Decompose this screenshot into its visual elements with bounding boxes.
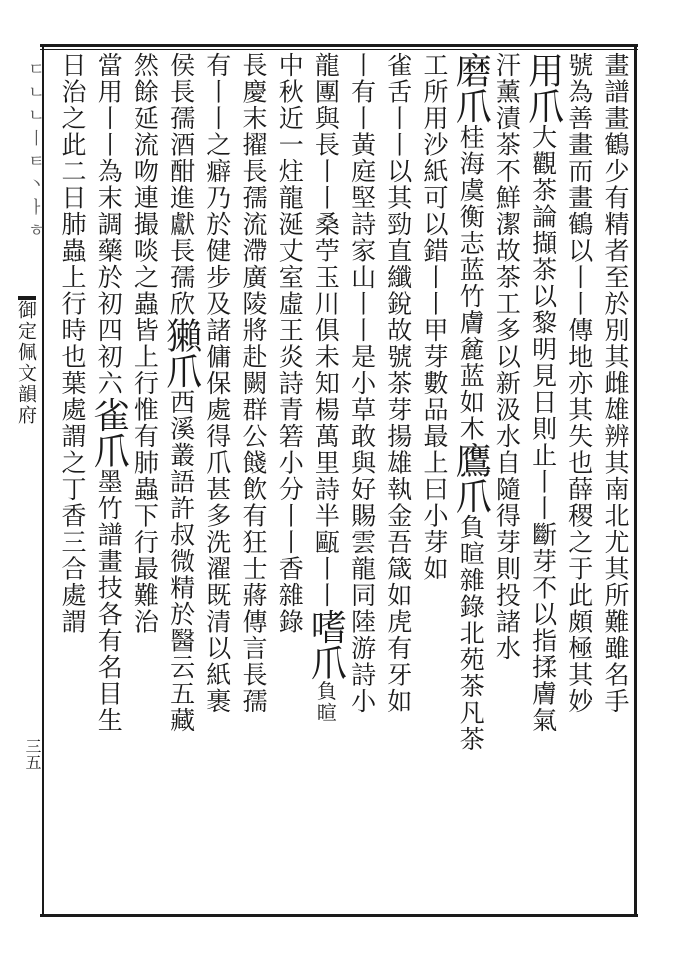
- text-run: 雀舌丨丨以其勁直纖銳故號茶芽揚雄執金吾箴如虎有牙如: [383, 52, 413, 715]
- text-column: [415, 52, 453, 912]
- text-column: [305, 52, 347, 912]
- text-column: [487, 52, 525, 912]
- text-column: [198, 52, 236, 912]
- top-inner-border: [40, 49, 638, 50]
- text-run: 負暄雜錄北苑茶凡茶: [456, 514, 486, 753]
- text-column: [234, 52, 272, 912]
- text-run: 中秋近一炷龍涎丈室虛王炎詩青箬小分丨丨香: [275, 52, 305, 582]
- text-column: [450, 52, 492, 912]
- text-run: 丨有丨黃庭堅詩家山丨丨是小草敢與好賜雲龍同陸游詩小: [347, 52, 377, 715]
- text-run: 汗薰漬茶不鮮潔故茶工多以新汲水自隨得芽則投諸水: [492, 52, 522, 662]
- text-column: [596, 52, 634, 912]
- entry-heading: 用: [522, 52, 564, 88]
- text-column: [524, 52, 562, 912]
- text-run: 畫譜畫鶴少有精者至於別其雌雄辨其南北尤其所難雖名手: [601, 52, 630, 715]
- text-run: 侯長孺酒酣進獻長孺欣: [166, 52, 196, 317]
- entry-heading: 爪: [305, 644, 347, 681]
- text-column: [125, 52, 163, 912]
- entry-heading: 爪: [88, 432, 130, 469]
- text-column: [88, 52, 130, 912]
- text-run: 日治之此二日肺蟲上行時也: [58, 52, 87, 370]
- text-column: [343, 52, 381, 912]
- text-column: [53, 52, 91, 912]
- margin-book-title: 御定佩文韻府: [15, 300, 37, 426]
- text-column: [379, 52, 417, 912]
- page-number: 三五: [23, 738, 42, 770]
- entry-heading: 雀: [88, 396, 130, 433]
- margin-top-marks: ㄷㄴㄴ丨ㅌ丶ㅏㅎ: [24, 60, 44, 244]
- top-border: [40, 44, 638, 47]
- text-run: 當用丨丨為末調藥於初四初六: [94, 52, 124, 397]
- bottom-border: [40, 914, 638, 917]
- text-run: 桂海虞衡志蓝竹膚麄蓝如木: [456, 124, 486, 442]
- text-run: 大觀茶論擷茶以黎明見日則止丨丨斷芽不以指揉膚氣: [528, 124, 558, 734]
- text-run: 負暄: [313, 680, 338, 724]
- text-column: [560, 52, 598, 912]
- text-run: 號為善畫而畫鶴以丨丨傳地亦其失也薛稷之于此頗極其妙: [564, 52, 594, 715]
- text-run: 墨竹譜畫技各有名目生: [94, 468, 124, 734]
- text-run: 工所用沙紙可以錯丨丨甲: [420, 52, 449, 344]
- entry-heading: 嗜: [305, 608, 347, 645]
- text-run: 葉處謂之丁香三合處謂: [58, 370, 87, 635]
- entry-heading: 獺: [160, 317, 202, 353]
- entry-heading: 鷹: [450, 442, 492, 478]
- entry-heading: 磨: [450, 52, 492, 88]
- text-run: 雜錄: [275, 582, 305, 635]
- text-run: 芽數品最上曰小芽如: [420, 343, 449, 582]
- entry-heading: 爪: [450, 88, 492, 124]
- text-run: 蟲皆上行惟有肺蟲下行最難治: [130, 290, 160, 635]
- text-run: 有丨丨之癖乃於健步及諸傭保處得爪甚多洗濯既清以紙裹: [202, 52, 232, 715]
- entry-heading: 爪: [522, 88, 564, 124]
- text-run: 然餘延流吻連撮啖之: [130, 52, 160, 291]
- text-run: 長慶末擢長孺流滯廣陵將赴闕群公餞飲有狂士蔣傳言長孺: [239, 52, 268, 715]
- text-run: 西溪叢語許叔微精於醫云五藏: [166, 389, 196, 734]
- text-run: 龍團與長丨丨桑苧玉川俱未知楊萬里詩半甌丨丨: [311, 52, 341, 609]
- text-column: [162, 52, 200, 912]
- entry-heading: 爪: [160, 353, 202, 389]
- text-column: [270, 52, 308, 912]
- entry-heading: 爪: [450, 478, 492, 514]
- right-border: [634, 44, 637, 917]
